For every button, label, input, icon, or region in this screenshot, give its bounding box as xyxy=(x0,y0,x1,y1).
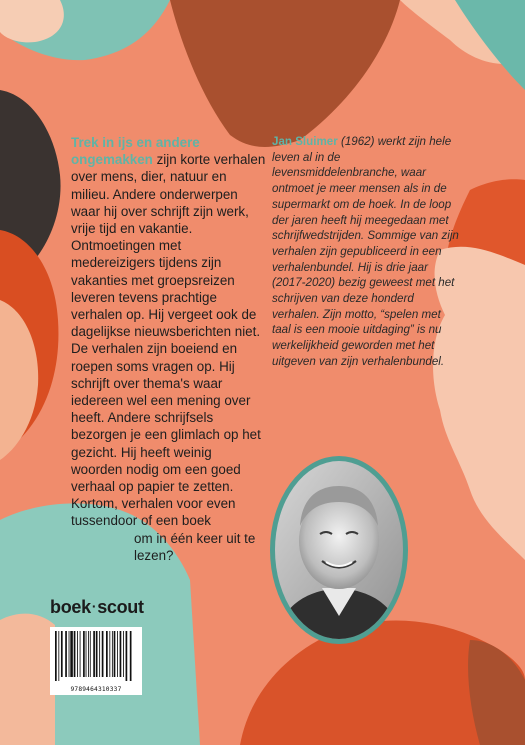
author-bio xyxy=(272,134,462,370)
publisher-logo xyxy=(50,597,144,618)
isbn-barcode xyxy=(50,627,142,695)
bottom-left-peach-body xyxy=(0,614,55,745)
blurb-title-rest: zijn korte xyxy=(152,152,211,168)
publisher-logo-dot: · xyxy=(91,598,97,614)
barcode-bars xyxy=(54,631,138,681)
publisher-logo-part1: boek xyxy=(50,597,91,617)
blurb-body: verhalen over mens, dier, natuur en milieu. Andere onderwerpen waar hij over schrijft zijn werk, vrije tijd en vakantie. Ontmoetingen met medereizigers tijdens zijn vakanties met groepsreizen leveren tevens prachtige verhalen op. Hij vergeet ook de dagelijkse nieuwsberichten niet. De verhalen zijn boeiend en roepen soms vragen op. Hij schrijft over thema's waar iedereen wel een mening over heeft. Andere schrijfsels bezorgen je een glimlach op het gezicht. Hij heeft weinig woorden nodig om een goed verhaal op papier te zetten. Kortom, verhalen voor even tussendoor of een boek xyxy=(71,152,266,529)
book-title-highlight: Trek in ijs en andere xyxy=(71,135,200,150)
portrait-photo xyxy=(270,456,408,644)
blurb-text xyxy=(71,134,266,564)
blurb-body-end: om in één keer uit te lezen? xyxy=(134,530,256,563)
publisher-logo-part2: scout xyxy=(97,597,144,617)
author-name: Jan Sluimer xyxy=(272,135,338,148)
isbn-number: 9789464310337 xyxy=(70,686,122,693)
book-title-highlight-2: ongemakken xyxy=(71,152,153,168)
author-bio-text: (1962) werkt zijn hele leven al in de levensmiddelenbranche, waar ontmoet je meer mensen als in de supermarkt om de hoek. In de loop der jaren heeft hij meegedaan met schrijfwedstrijden. Sommige van zijn verhalen zijn gepubliceerd in een verhalenbundel. Hij is drie jaar (2017-2020) bezig geweest met het schrijven van deze honderd verhalen. Zijn motto, “spelen met taal is een mooie uitdaging” is nu werkelijkheid geworden met het uitgeven van zijn verhalenbundel. xyxy=(272,135,459,368)
author-portrait xyxy=(270,456,408,644)
